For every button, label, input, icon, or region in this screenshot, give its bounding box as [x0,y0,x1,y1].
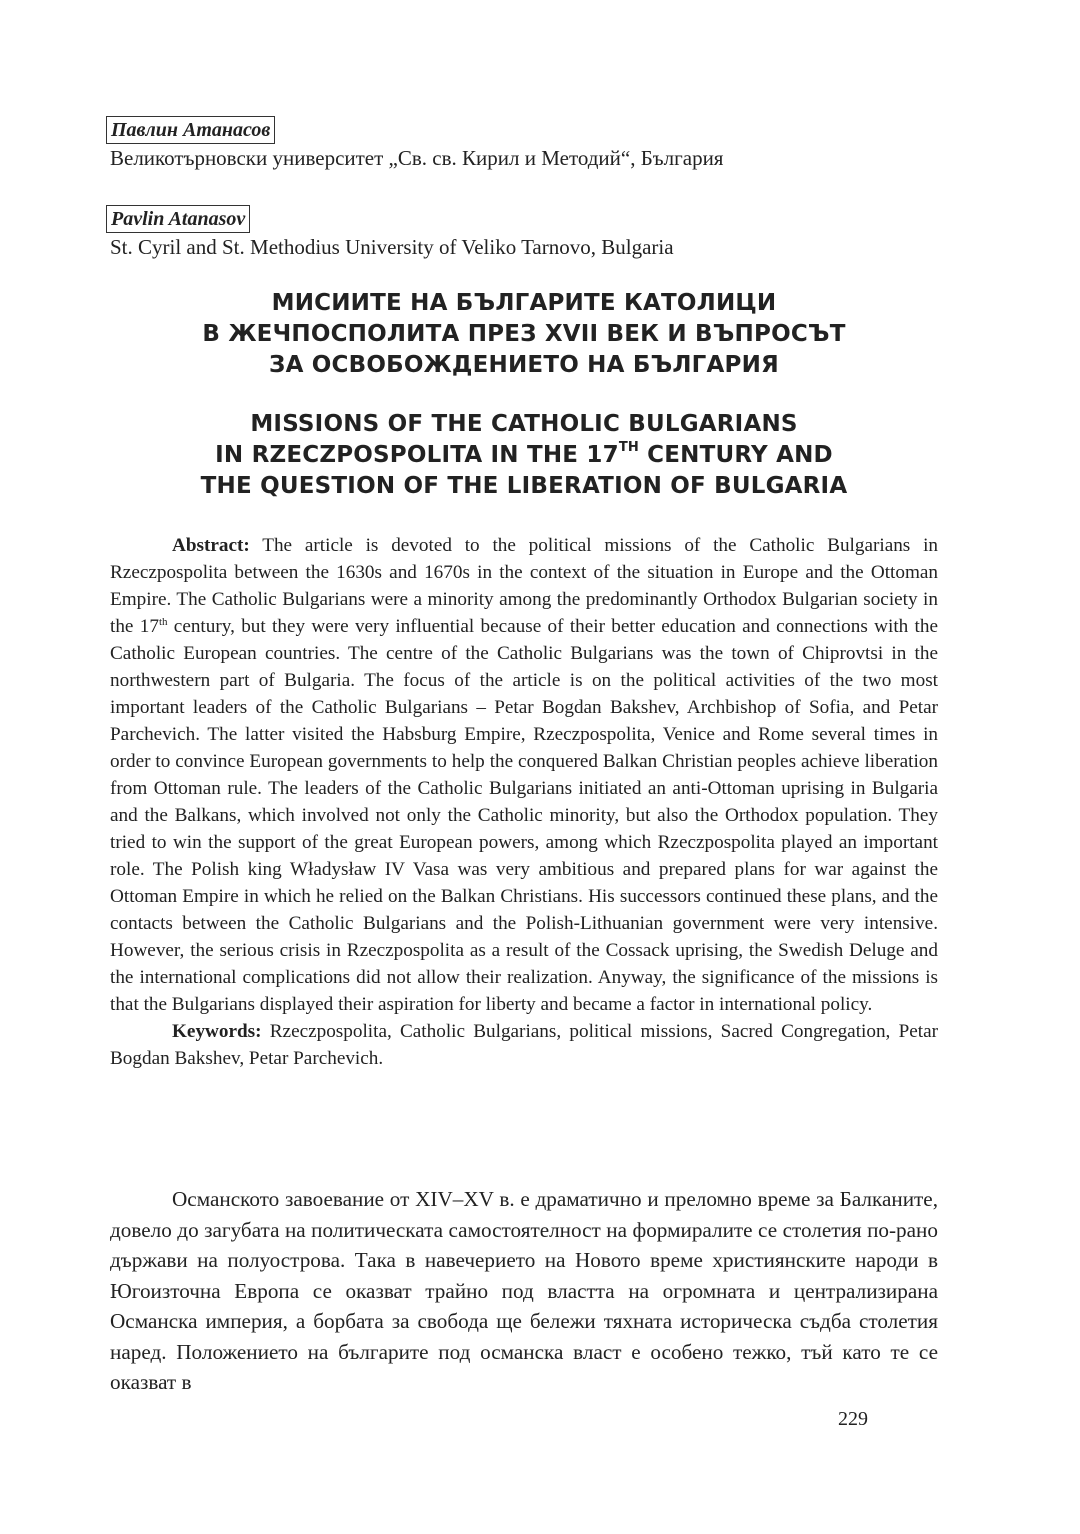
author-name-bg: Павлин Атанасов [106,116,275,144]
title-bulgarian [110,288,938,381]
abstract-superscript: th [158,616,168,628]
title-en-superscript: TH [618,440,639,455]
keywords-paragraph [110,1018,938,1072]
title-bg-line-3: ЗА ОСВОБОЖДЕНИЕТО НА БЪЛГАРИЯ [269,352,779,378]
author-affiliation-en: St. Cyril and St. Methodius University of Veliko Tarnovo, Bulgaria [110,235,674,259]
title-en-line-2 [110,440,938,471]
title-bg-line-2: В ЖЕЧПОСПОЛИТА ПРЕЗ XVII ВЕК И ВЪПРОСЪТ [202,321,846,347]
title-en-line-2-start: IN RZECZPOSPOLITA IN THE 17 [215,442,619,468]
title-en-line-2-end: CENTURY AND [638,442,833,468]
title-english [110,409,938,502]
abstract-text-part-1: The article is devoted to the political missions of the Catholic Bulgarians in Rzeczpospolita between the 1630s and 1670s in the context of the situation in Europe and the Ottoman Empire. The Catholic Bulgarians were a minority among the predominantly Orthodox Bulgarian society in the 17 [110,535,938,637]
body-paragraph-1: Османското завоевание от XIV–XV в. е драматично и преломно време за Балканите, довело до загубата на политическата самостоятелност на формиралите се столетия по-рано държави на полуострова. Така в навечерието на Новото време християнските народи в Югоизточна Европа се оказват трайно под властта на огромната и централизирана Османска империя, а борбата за свобода ще бележи тяхната историческа съдба столетия наред. Положението на българите под османска власт е особено тежко, тъй като те се оказват в [110,1187,938,1394]
body-text-section [110,1184,938,1398]
title-en-line-3: THE QUESTION OF THE LIBERATION OF BULGARIA [200,473,848,499]
title-en-line-1: MISSIONS OF THE CATHOLIC BULGARIANS [250,411,798,437]
abstract-text-part-2: century, but they were very influential because of their better education and connections with the Catholic European countries. The centre of the Catholic Bulgarians was the town of Chiprovtsi in the northwestern part of Bulgaria. The focus of the article is on the political activities of the two most important leaders of the Catholic Bulgarians – Petar Bogdan Bakshev, Archbishop of Sofia, and Petar Parchevich. The latter visited the Habsburg Empire, Rzeczpospolita, Venice and Rome several times in order to convince European governments to help the conquered Balkan Christian peoples achieve liberation from Ottoman rule. The leaders of the Catholic Bulgarians initiated an anti-Ottoman uprising in Bulgaria and the Balkans, which involved not only the Catholic minority, but also the Orthodox population. They tried to win the support of the great European powers, among which Rzeczpospolita played an important role. The Polish king Władysław IV Vasa was very ambitious and prepared plans for war against the Ottoman Empire in which he relied on the Balkan Christians. His successors continued these plans, and the contacts between the Catholic Bulgarians and the Polish-Lithuanian government were very intensive. However, the serious crisis in Rzeczpospolita as a result of the Cossack uprising, the Swedish Deluge and the international complications did not allow their realization. Anyway, the significance of the missions is that the Bulgarians displayed their aspiration for liberty and became a factor in international policy. [110,616,938,1015]
title-bg-line-1: МИСИИТЕ НА БЪЛГАРИТЕ КАТОЛИЦИ [271,290,777,316]
abstract-section [110,532,938,1072]
author-name-en: Pavlin Atanasov [106,205,250,233]
abstract-label: Abstract: [172,535,250,556]
keywords-text: Rzeczpospolita, Catholic Bulgarians, political missions, Sacred Congregation, Petar Bogdan Bakshev, Petar Parchevich. [110,1021,938,1069]
keywords-label: Keywords: [172,1021,262,1042]
page-number: 229 [838,1408,868,1430]
abstract-paragraph [110,532,938,1018]
author-affiliation-bg: Великотърновски университет „Св. св. Кирил и Методий“, България [110,146,724,170]
